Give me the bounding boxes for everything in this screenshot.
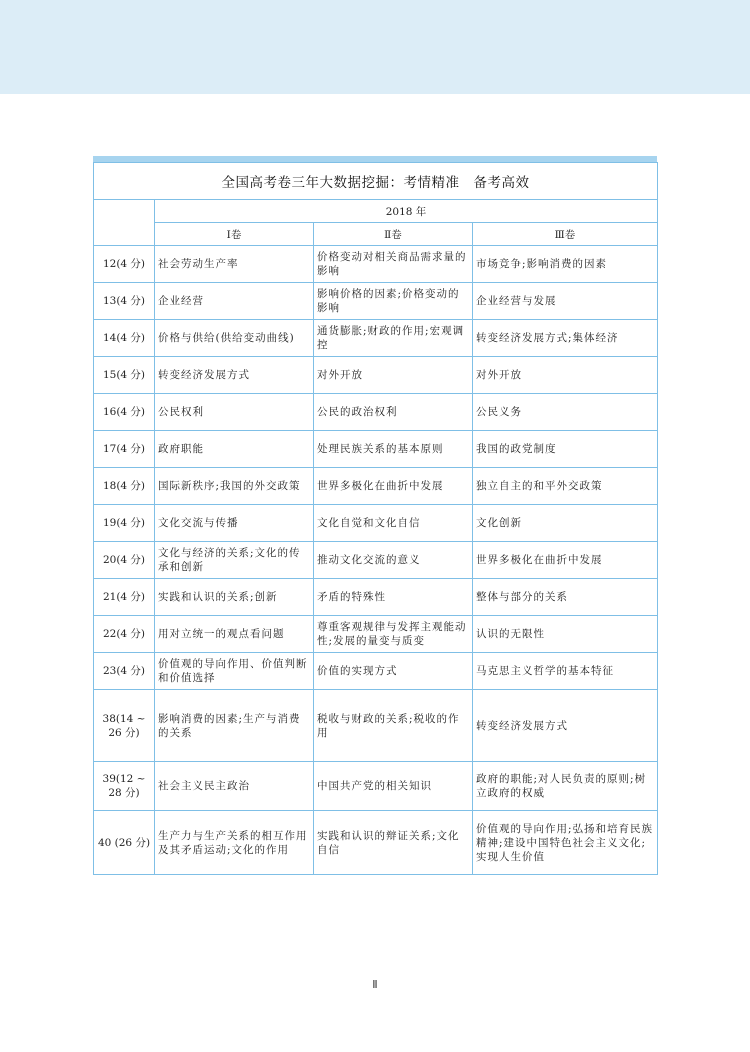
paper-2-cell: 通货膨胀;财政的作用;宏观调控 — [314, 320, 473, 357]
table-row — [94, 246, 658, 283]
table-row — [94, 357, 658, 394]
paper-3-cell: 价值观的导向作用;弘扬和培育民族精神;建设中国特色社会主义文化;实现人生价值 — [473, 811, 658, 875]
table-row — [94, 320, 658, 357]
paper-3-cell: 市场竞争;影响消费的因素 — [473, 246, 658, 283]
paper-1-cell: 价格与供给(供给变动曲线) — [155, 320, 314, 357]
paper-1-cell: 社会劳动生产率 — [155, 246, 314, 283]
exam-analysis-table — [93, 162, 658, 875]
paper-3-cell: 对外开放 — [473, 357, 658, 394]
question-cell: 40 (26 分) — [94, 811, 155, 875]
table-row — [94, 616, 658, 653]
paper-2-cell: 矛盾的特殊性 — [314, 579, 473, 616]
col-header-paper-3: Ⅲ卷 — [473, 223, 658, 246]
question-cell: 20(4 分) — [94, 542, 155, 579]
paper-1-cell: 生产力与生产关系的相互作用及其矛盾运动;文化的作用 — [155, 811, 314, 875]
table-row — [94, 542, 658, 579]
paper-3-cell: 世界多极化在曲折中发展 — [473, 542, 658, 579]
paper-1-cell: 文化与经济的关系;文化的传承和创新 — [155, 542, 314, 579]
paper-1-cell: 文化交流与传播 — [155, 505, 314, 542]
question-cell: 15(4 分) — [94, 357, 155, 394]
paper-2-cell: 对外开放 — [314, 357, 473, 394]
table-row — [94, 283, 658, 320]
paper-2-cell: 处理民族关系的基本原则 — [314, 431, 473, 468]
year-header: 2018 年 — [155, 200, 658, 223]
table-row — [94, 690, 658, 762]
paper-1-cell: 转变经济发展方式 — [155, 357, 314, 394]
paper-3-cell: 独立自主的和平外交政策 — [473, 468, 658, 505]
question-cell: 21(4 分) — [94, 579, 155, 616]
paper-2-cell: 影响价格的因素;价格变动的影响 — [314, 283, 473, 320]
paper-3-cell: 转变经济发展方式;集体经济 — [473, 320, 658, 357]
table-row — [94, 394, 658, 431]
question-cell: 22(4 分) — [94, 616, 155, 653]
paper-2-cell: 价值的实现方式 — [314, 653, 473, 690]
paper-2-cell: 文化自觉和文化自信 — [314, 505, 473, 542]
table-title-row — [94, 163, 658, 200]
table-row — [94, 468, 658, 505]
paper-2-cell: 推动文化交流的意义 — [314, 542, 473, 579]
corner-cell — [94, 200, 155, 246]
table-row — [94, 505, 658, 542]
question-cell: 38(14 ~ 26 分) — [94, 690, 155, 762]
question-cell: 14(4 分) — [94, 320, 155, 357]
paper-3-cell: 政府的职能;对人民负责的原则;树立政府的权威 — [473, 762, 658, 811]
paper-1-cell: 企业经营 — [155, 283, 314, 320]
paper-2-cell: 尊重客观规律与发挥主观能动性;发展的量变与质变 — [314, 616, 473, 653]
question-cell: 16(4 分) — [94, 394, 155, 431]
question-cell: 12(4 分) — [94, 246, 155, 283]
paper-2-cell: 价格变动对相关商品需求量的影响 — [314, 246, 473, 283]
paper-3-cell: 文化创新 — [473, 505, 658, 542]
paper-2-cell: 世界多极化在曲折中发展 — [314, 468, 473, 505]
col-header-paper-1: Ⅰ卷 — [155, 223, 314, 246]
paper-1-cell: 影响消费的因素;生产与消费的关系 — [155, 690, 314, 762]
question-cell: 39(12 ~ 28 分) — [94, 762, 155, 811]
paper-1-cell: 社会主义民主政治 — [155, 762, 314, 811]
question-cell: 23(4 分) — [94, 653, 155, 690]
question-cell: 18(4 分) — [94, 468, 155, 505]
paper-3-cell: 马克思主义哲学的基本特征 — [473, 653, 658, 690]
col-header-paper-2: Ⅱ卷 — [314, 223, 473, 246]
paper-1-cell: 实践和认识的关系;创新 — [155, 579, 314, 616]
question-cell: 13(4 分) — [94, 283, 155, 320]
paper-3-cell: 企业经营与发展 — [473, 283, 658, 320]
table-row — [94, 431, 658, 468]
paper-3-cell: 转变经济发展方式 — [473, 690, 658, 762]
table-row — [94, 653, 658, 690]
paper-3-cell: 我国的政党制度 — [473, 431, 658, 468]
paper-1-cell: 公民权利 — [155, 394, 314, 431]
paper-1-cell: 政府职能 — [155, 431, 314, 468]
paper-3-cell: 公民义务 — [473, 394, 658, 431]
table-row — [94, 579, 658, 616]
question-cell: 19(4 分) — [94, 505, 155, 542]
exam-analysis-table-container — [93, 156, 657, 875]
paper-2-cell: 公民的政治权利 — [314, 394, 473, 431]
page-number: Ⅱ — [372, 979, 378, 991]
paper-header-row — [94, 223, 658, 246]
year-row — [94, 200, 658, 223]
paper-1-cell: 用对立统一的观点看问题 — [155, 616, 314, 653]
paper-1-cell: 价值观的导向作用、价值判断和价值选择 — [155, 653, 314, 690]
table-title: 全国高考卷三年大数据挖掘：考情精准 备考高效 — [94, 163, 658, 200]
question-cell: 17(4 分) — [94, 431, 155, 468]
paper-3-cell: 认识的无限性 — [473, 616, 658, 653]
table-row — [94, 762, 658, 811]
paper-2-cell: 中国共产党的相关知识 — [314, 762, 473, 811]
paper-2-cell: 实践和认识的辩证关系;文化自信 — [314, 811, 473, 875]
header-band — [0, 0, 750, 94]
paper-1-cell: 国际新秩序;我国的外交政策 — [155, 468, 314, 505]
paper-3-cell: 整体与部分的关系 — [473, 579, 658, 616]
paper-2-cell: 税收与财政的关系;税收的作用 — [314, 690, 473, 762]
table-row — [94, 811, 658, 875]
